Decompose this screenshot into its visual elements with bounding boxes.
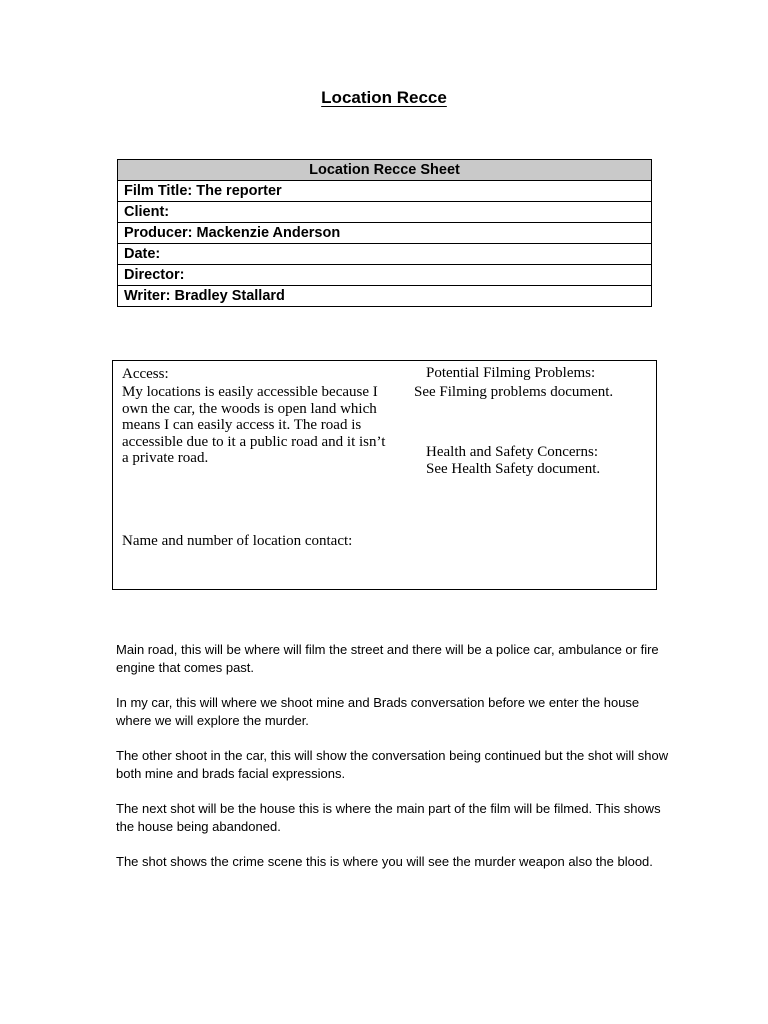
note-paragraph: The other shoot in the car, this will show the conversation being continued but the shot will show both mine and brads facial expressions. xyxy=(116,748,669,781)
health-safety-label: Health and Safety Concerns: xyxy=(426,444,599,460)
film-title-field: Film Title: The reporter xyxy=(118,181,652,202)
table-row xyxy=(118,265,652,286)
filming-problems-text: See Filming problems document. xyxy=(414,384,614,400)
page-title: Location Recce xyxy=(321,88,447,107)
table-row xyxy=(118,244,652,265)
producer-field: Producer: Mackenzie Anderson xyxy=(118,223,652,244)
location-contact-label: Name and number of location contact: xyxy=(122,533,353,549)
date-field: Date: xyxy=(118,244,652,265)
access-label: Access: xyxy=(122,366,169,382)
health-safety-text: See Health Safety document. xyxy=(426,461,601,477)
note-paragraph: The shot shows the crime scene this is where you will see the murder weapon also the blood. xyxy=(116,854,653,869)
writer-field: Writer: Bradley Stallard xyxy=(118,286,652,307)
recce-sheet-heading: Location Recce Sheet xyxy=(118,160,652,181)
access-text: My locations is easily accessible because I own the car, the woods is open land which means I can easily access it. The road is accessible due to it a public road and it isn’t a private road. xyxy=(122,384,386,466)
table-row xyxy=(118,223,652,244)
filming-problems-label: Potential Filming Problems: xyxy=(426,365,596,381)
recce-sheet-table xyxy=(117,159,652,307)
client-field: Client: xyxy=(118,202,652,223)
location-info-box xyxy=(112,360,657,590)
table-header-row xyxy=(118,160,652,181)
table-row xyxy=(118,286,652,307)
table-row xyxy=(118,181,652,202)
shot-notes xyxy=(116,641,676,888)
note-paragraph: The next shot will be the house this is where the main part of the film will be filmed. This shows the house being abandoned. xyxy=(116,801,661,834)
note-paragraph: Main road, this will be where will film the street and there will be a police car, ambulance or fire engine that comes past. xyxy=(116,642,659,675)
table-row xyxy=(118,202,652,223)
note-paragraph: In my car, this will where we shoot mine and Brads conversation before we enter the house where we will explore the murder. xyxy=(116,695,640,728)
director-field: Director: xyxy=(118,265,652,286)
